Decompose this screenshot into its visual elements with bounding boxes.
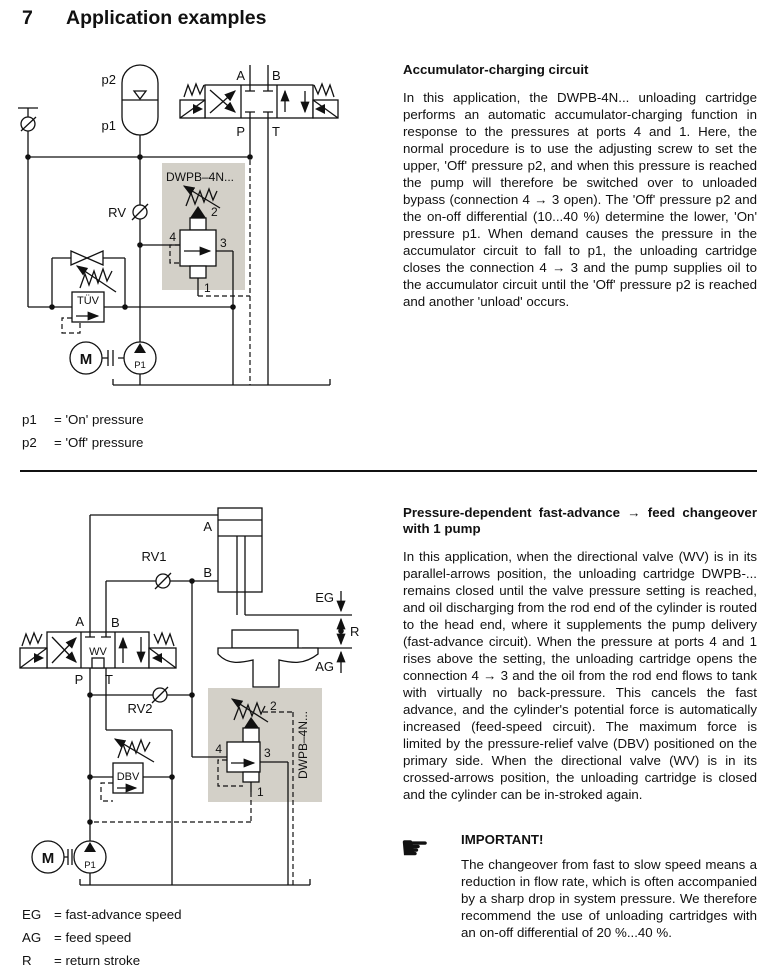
label-cylinder-b: B xyxy=(203,565,212,580)
label-r: R xyxy=(350,624,360,639)
label-motor: M xyxy=(41,850,55,867)
important-body: The changeover from fast to slow speed means a reduction in flow rate, which is often accompanied by a sharp drop in system pressure. We therefore recommend the use of unloading cartridges with an on-off differential of 20 %...40 %. xyxy=(461,857,757,940)
label-port-1: 1 xyxy=(204,281,211,295)
label-port-b: B xyxy=(272,68,281,83)
section1-text xyxy=(403,62,757,310)
label-pump: P1 xyxy=(84,860,96,871)
label-port-2: 2 xyxy=(270,699,277,713)
section2-text xyxy=(403,505,757,803)
accumulator-circuit-diagram xyxy=(14,58,386,406)
section-divider xyxy=(20,470,757,472)
legend-row: p1 = 'On' pressure xyxy=(22,412,144,427)
label-port-1: 1 xyxy=(257,785,264,799)
label-cartridge-model: DWPB–4N... xyxy=(296,710,310,780)
shutoff-valve-icon xyxy=(71,251,87,265)
label-pump: P1 xyxy=(134,360,146,371)
label-eg: EG xyxy=(315,590,334,605)
label-p2: p2 xyxy=(101,72,116,87)
label-rv2: RV2 xyxy=(127,701,153,716)
page-title xyxy=(22,7,266,30)
section-number: 7 xyxy=(22,7,33,29)
label-rv: RV xyxy=(108,205,126,220)
label-wv-a: A xyxy=(75,614,84,629)
label-tuv: TÜV xyxy=(77,295,99,307)
fast-advance-circuit-diagram xyxy=(10,495,395,905)
section1-heading: Accumulator-charging circuit xyxy=(403,62,589,77)
section1-body: In this application, the DWPB-4N... unloading cartridge performs an automatic accumulator-charging function in response to the pressures at ports 4 and 1. Here, the normal procedure is to use the adjusting screw to set the upper, 'Off' pressure p2, and when this pressure is reached the pump will therefore be switched over to unloaded bypass (connection 4 → 3 open). The 'Off' pressure p2 and the on-off differential (10...40 %) determine the lower, 'On' pressure p1. When demand causes the pressure in the accumulator circuit to fall to p1, the unloading cartridge closes the connection 4 → 3 and the pump supplies oil to the accumulator circuit until the 'Off' pressure p2 is reached and another 'unload' occurs. xyxy=(403,90,757,309)
important-note xyxy=(400,831,757,941)
page-title-text: Application examples xyxy=(66,7,267,29)
label-port-p: P xyxy=(236,124,245,139)
label-cartridge-model: DWPB–4N... xyxy=(166,170,235,184)
label-wv: WV xyxy=(89,646,107,658)
label-port-3: 3 xyxy=(220,236,227,250)
label-motor: M xyxy=(79,351,93,368)
label-wv-b: B xyxy=(111,615,120,630)
label-port-t: T xyxy=(272,124,280,139)
label-wv-p: P xyxy=(74,672,84,687)
label-port-3: 3 xyxy=(264,746,271,760)
label-cylinder-a: A xyxy=(203,519,212,534)
label-dbv: DBV xyxy=(116,771,140,783)
label-port-4: 4 xyxy=(215,742,222,756)
pointing-hand-icon: ☛ xyxy=(400,829,430,866)
label-rv1: RV1 xyxy=(141,549,167,564)
legend-pressures xyxy=(22,408,144,454)
label-wv-t: T xyxy=(105,672,113,687)
legend-row: p2 = 'Off' pressure xyxy=(22,435,144,450)
tool-icon xyxy=(232,630,298,648)
label-port-2: 2 xyxy=(211,205,218,219)
label-port-4: 4 xyxy=(169,230,176,244)
section2-body: In this application, when the directional valve (WV) is in its parallel-arrows position, the unloading cartridge DWPB-... remains closed until the valve pressure setting is reached, and oil discharging from the rod end of the cylinder is routed to the head end, where it supplements the pump delivery (fast-advance circuit). When the pressure at ports 4 and 1 rises above the setting, the unloading cartridge opens the connection 4 → 3 and the oil from the rod end flows to tank with virtually no back-pressure. This cancels the fast advance, and the cylinder's potential force is automatically increased (feed-speed circuit). The maximum force is limited by the pressure-relief valve (DBV) positioned on the primary side. When the directional valve (WV) is in its crossed-arrows position, the unloading cartridge is closed and the cylinder can be in-stroked again. xyxy=(403,549,757,802)
legend-row: AG = feed speed xyxy=(22,930,132,945)
legend-speeds xyxy=(22,903,182,972)
legend-row: R = return stroke xyxy=(22,953,141,968)
label-port-a: A xyxy=(236,68,245,83)
label-p1: p1 xyxy=(101,118,116,133)
directional-valve-icon xyxy=(205,85,313,118)
label-ag: AG xyxy=(315,659,334,674)
tank-line xyxy=(80,879,310,885)
tank-line xyxy=(113,379,330,385)
section2-heading: Pressure-dependent fast-advance → feed changeover with 1 pump xyxy=(403,505,757,536)
important-heading: IMPORTANT! xyxy=(461,832,544,847)
legend-row: EG = fast-advance speed xyxy=(22,907,182,922)
